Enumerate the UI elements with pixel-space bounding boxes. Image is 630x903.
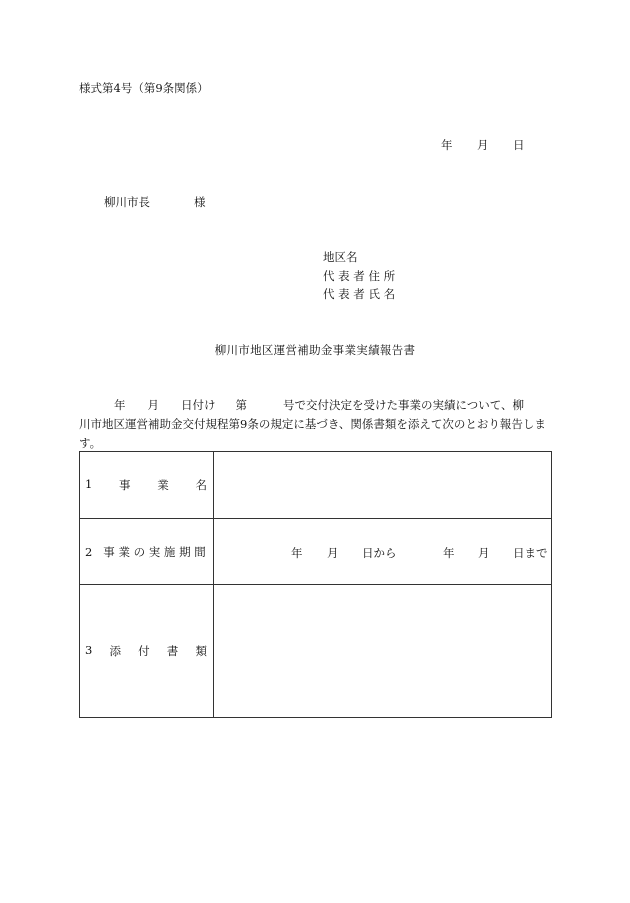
body-number-prefix: 第: [235, 398, 247, 412]
district-label: 地区名: [323, 250, 358, 264]
label-char: 業: [157, 478, 169, 492]
attachments-value[interactable]: [214, 585, 552, 718]
table-row-attachments: [80, 585, 552, 718]
period-label: [80, 519, 214, 585]
body-dated: 日付け: [181, 398, 216, 412]
to-month: 月: [478, 545, 490, 560]
table-row-period: [80, 519, 552, 585]
addressee-honorific: 様: [194, 195, 206, 209]
label-char: 書: [166, 644, 179, 658]
from-day: 日から: [362, 545, 397, 560]
to-day: 日まで: [513, 545, 548, 560]
row-number: 1: [85, 477, 93, 491]
label-char: 類: [195, 644, 207, 658]
form-number: 様式第4号（第9条関係）: [79, 81, 209, 95]
addressee-name: 柳川市長: [104, 195, 150, 209]
period-value[interactable]: [214, 519, 552, 585]
body-line-2: 川市地区運営補助金交付規程第9条の規定に基づき、関係書類を添えて次のとおり報告しま: [79, 417, 546, 431]
document-title: 柳川市地区運営補助金事業実績報告書: [214, 343, 416, 357]
to-year: 年: [443, 545, 455, 560]
date-year: 年: [441, 138, 453, 152]
body-line-3: す。: [79, 436, 102, 450]
row-number: 3: [85, 643, 93, 657]
body-text: [79, 396, 551, 453]
report-table: [79, 451, 552, 718]
addressee: [104, 194, 206, 210]
table-row-project-name: [80, 452, 552, 519]
label-char: 事: [119, 478, 131, 492]
body-line-1: [79, 396, 551, 415]
from-month: 月: [327, 545, 339, 560]
applicant-block: [323, 248, 395, 304]
project-name-label: [80, 452, 214, 519]
project-name-value[interactable]: [214, 452, 552, 519]
body-year: 年: [114, 398, 126, 412]
period-label-text: 事 業 の 実 施 期 間: [103, 544, 206, 559]
rep-address-label: 代 表 者 住 所: [323, 268, 396, 283]
label-char: 付: [138, 644, 150, 658]
label-char: 添: [109, 644, 121, 658]
body-line-1-rest: 号で交付決定を受けた事業の実績について、柳: [283, 398, 525, 412]
row-number: 2: [85, 544, 93, 559]
body-month: 月: [147, 398, 159, 412]
date-day: 日: [513, 138, 525, 152]
label-char: 名: [195, 478, 207, 492]
date-month: 月: [477, 138, 489, 152]
attachments-label: [80, 585, 214, 718]
from-year: 年: [291, 545, 303, 560]
rep-name-label: 代 表 者 氏 名: [323, 287, 396, 301]
